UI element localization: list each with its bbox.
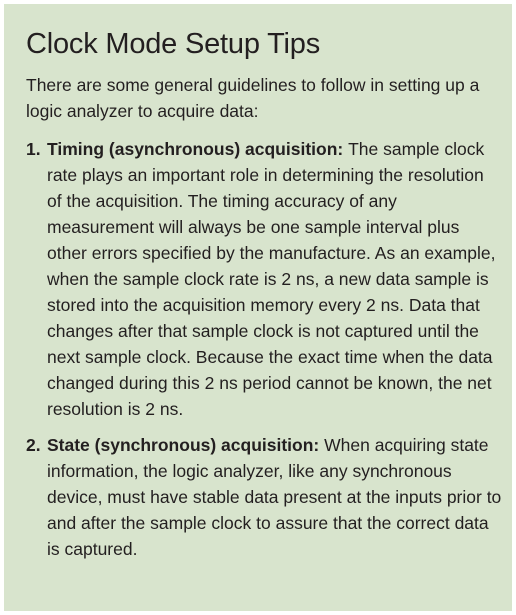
tip-body: The sample clock rate plays an important role in determining the resolution of the acquisition. The timing accuracy of any measurement will always be one sample interval plus other errors specified by the manufacture. As an example, when the sample clock rate is 2 ns, a new data sample is stored into the acquisition memory every 2 ns. Data that changes after that sample clock is not captured until the next sample clock. Because the exact time when the data changed during this 2 ns period cannot be known, the net resolution is 2 ns. [47,139,496,419]
intro-paragraph: There are some general guidelines to follow in setting up a logic analyzer to acquire data: [26,75,480,121]
tip-body: When acquiring state information, the logic analyzer, like any synchronous device, must have stable data present at the inputs prior to and after the sample clock to assure that the correct data is captured. [47,435,502,559]
tip-heading: State (synchronous) acquisition: [47,435,325,455]
clock-mode-tips-sidebar [4,4,512,611]
tip-item-timing [26,136,502,422]
tip-heading: Timing (asynchronous) acquisition: [47,139,349,159]
tip-item-state [26,432,502,562]
tips-list [26,136,502,562]
tip-number: 2. [26,435,41,455]
sidebar-title: Clock Mode Setup Tips [26,28,320,60]
tip-number: 1. [26,139,41,159]
